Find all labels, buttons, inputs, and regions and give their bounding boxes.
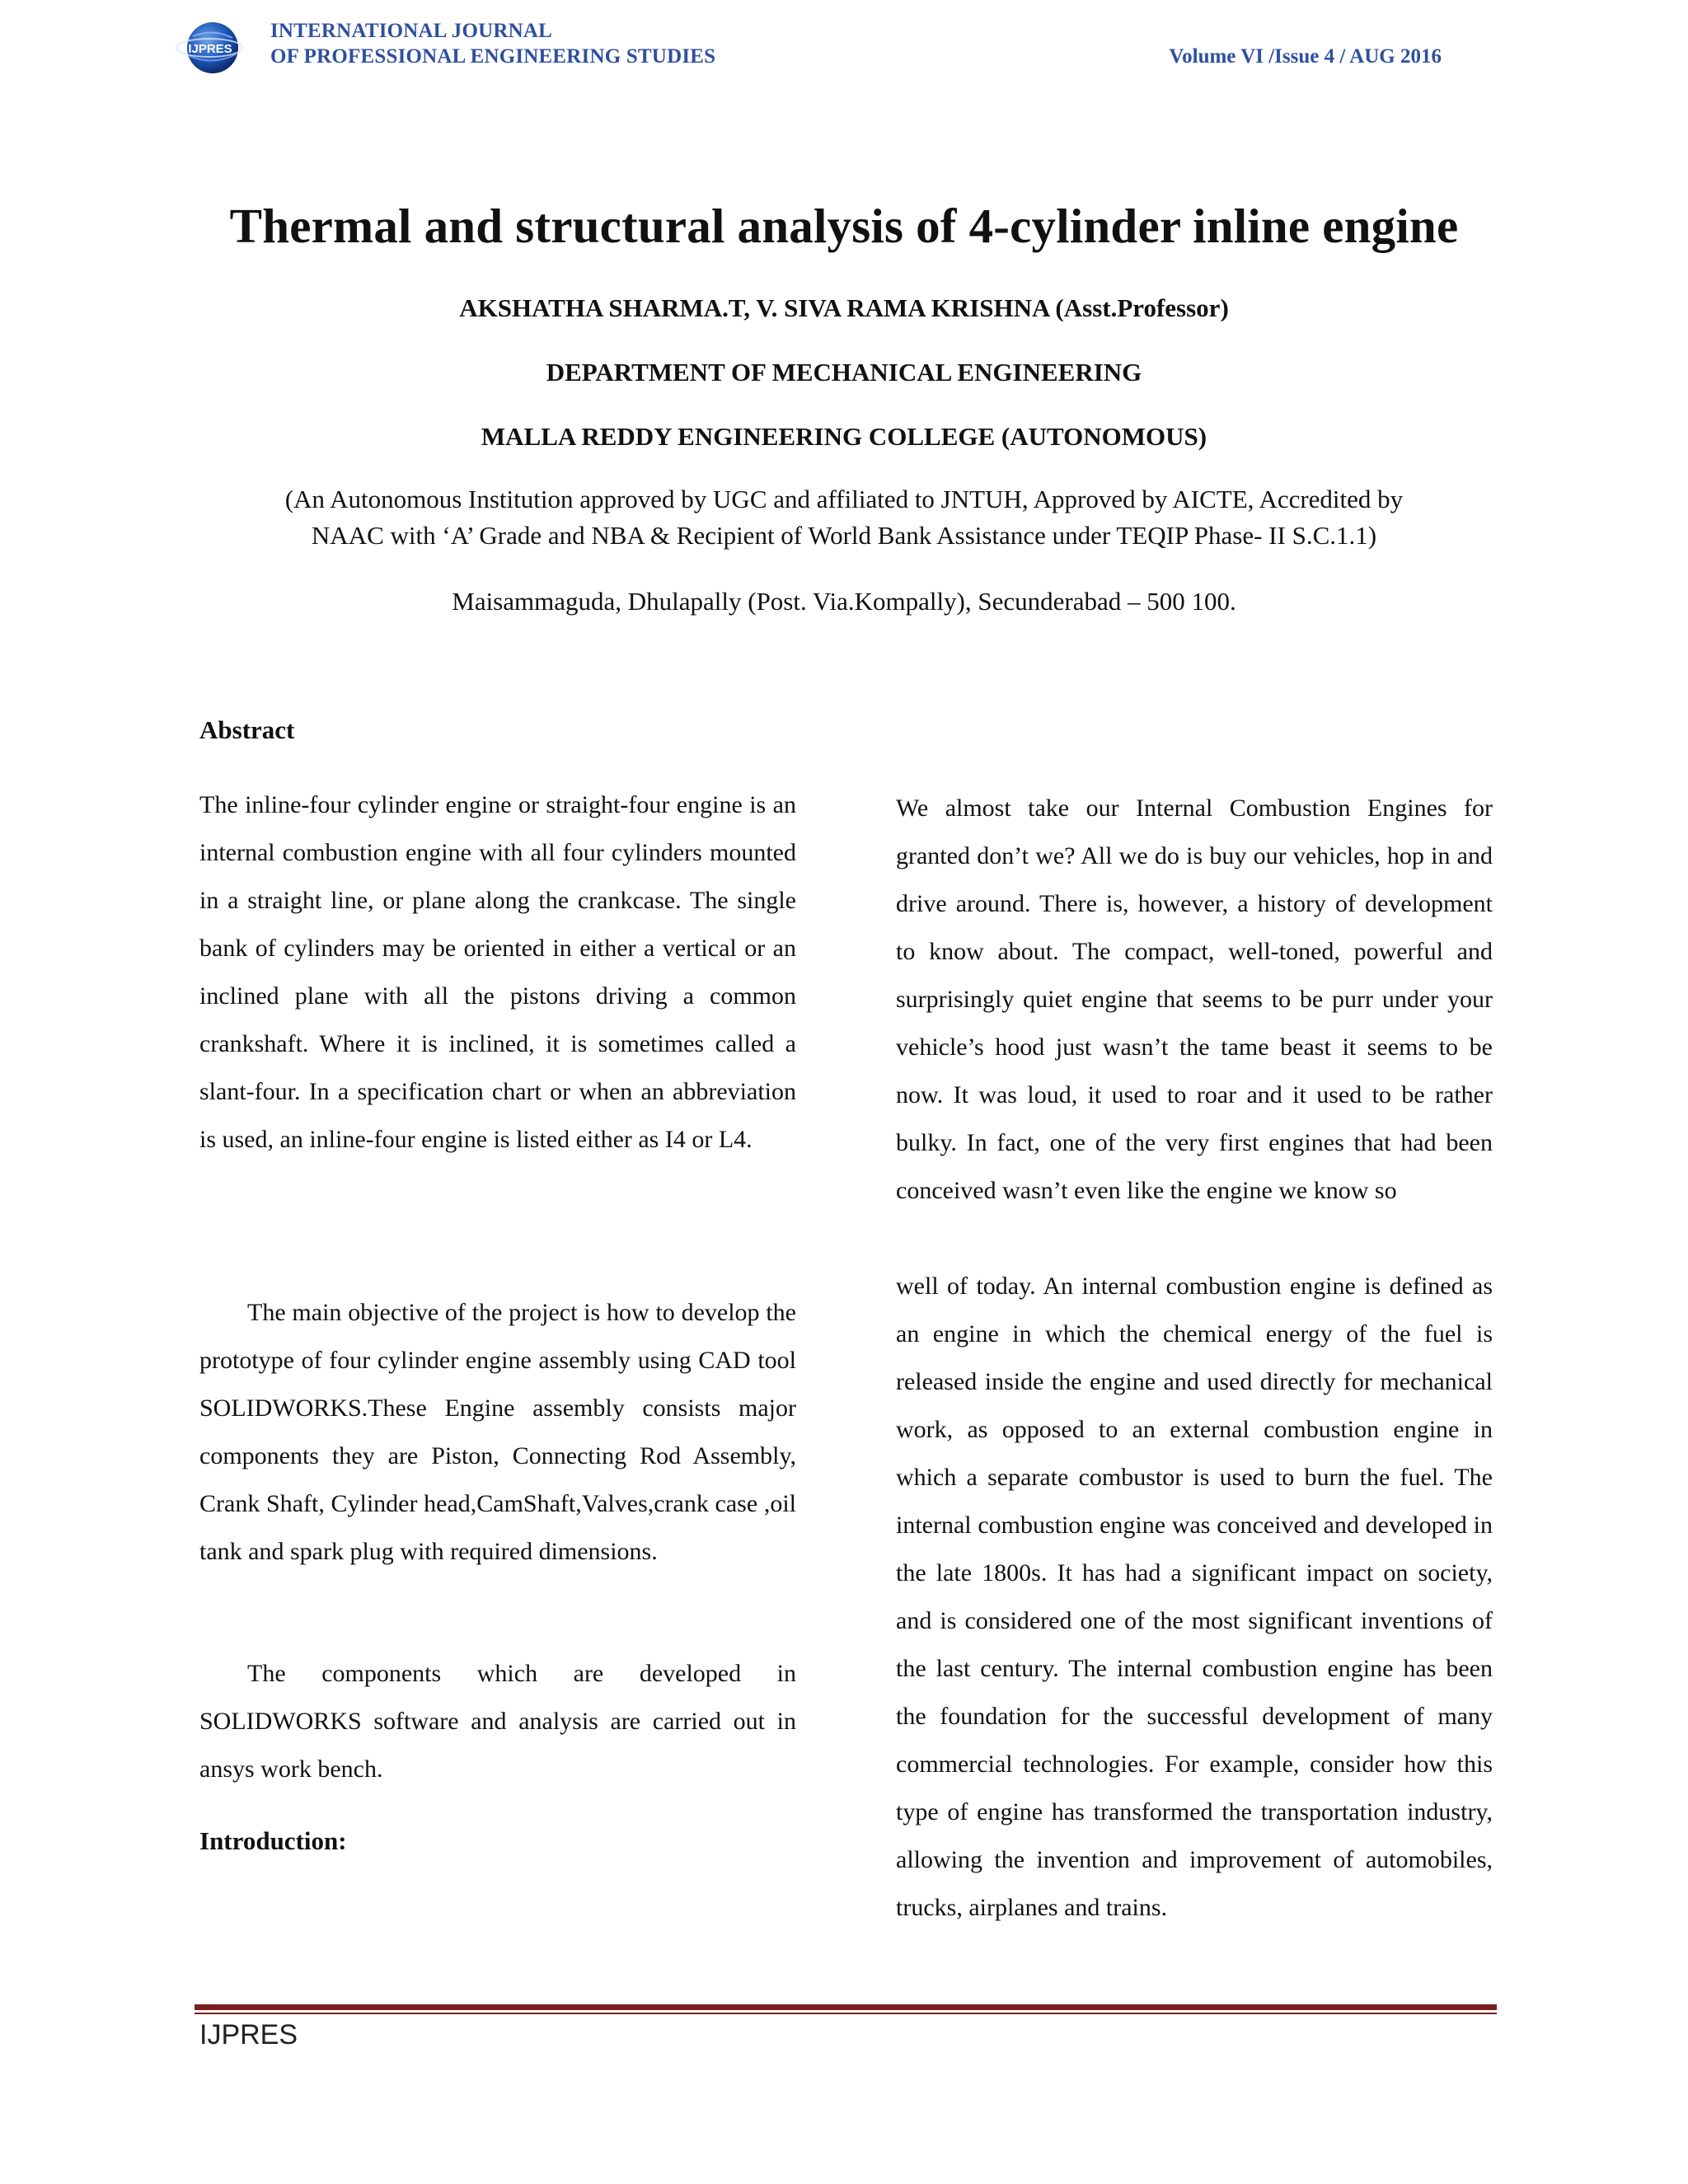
introduction-heading: Introduction: (199, 1826, 347, 1855)
department: DEPARTMENT OF MECHANICAL ENGINEERING (546, 358, 1142, 387)
volume-issue: Volume VI /Issue 4 / AUG 2016 (1169, 45, 1442, 68)
journal-name-line2: OF PROFESSIONAL ENGINEERING STUDIES (270, 45, 716, 68)
introduction-paragraph-1-text: We almost take our Internal Combustion Engines for granted don’t we? All we do is buy our vehicles, hop in and drive around. There is, however, a history of development to know about. The compact, well-toned, powerful and surprisingly quiet engine that seems to be purr under your vehicle’s hood just wasn’t the tame beast it seems to be now. It was loud, it used to roar and it used to be rather bulky. In fact, one of the very first engines that had been conceived wasn’t even like the engine we know so (896, 794, 1493, 1204)
journal-logo (175, 16, 246, 76)
footer-rule-thick (195, 2004, 1497, 2010)
institution-note-line2: NAAC with ‘A’ Grade and NBA & Recipient of World Bank Assistance under TEQIP Phase- II S.C.1.1) (311, 521, 1377, 550)
paper-authors: AKSHATHA SHARMA.T, V. SIVA RAMA KRISHNA (Asst.Professor) (459, 293, 1229, 322)
journal-name-line1: INTERNATIONAL JOURNAL (270, 20, 552, 42)
abstract-paragraph-2 (199, 1289, 796, 1576)
college-name: MALLA REDDY ENGINEERING COLLEGE (AUTONOMOUS) (481, 422, 1207, 451)
svg-text:IJPRES: IJPRES (188, 42, 232, 56)
abstract-heading: Abstract (199, 715, 295, 744)
introduction-paragraph-1 (896, 785, 1493, 1215)
introduction-paragraph-2-text: well of today. An internal combustion engine is defined as an engine in which the chemical energy of the fuel is released inside the engine and used directly for mechanical work, as opposed to an external combustion engine in which a separate combustor is used to burn the fuel. The internal combustion engine was conceived and developed in the late 1800s. It has had a significant impact on society, and is considered one of the most significant inventions of the last century. The internal combustion engine has been the foundation for the successful development of many commercial technologies. For example, consider how this type of engine has transformed the transportation industry, allowing the invention and improvement of automobiles, trucks, airplanes and trains. (896, 1272, 1493, 1921)
globe-logo-icon (175, 16, 246, 76)
paper-title: Thermal and structural analysis of 4-cylinder inline engine (229, 199, 1459, 253)
abstract-paragraph-1-text: The inline-four cylinder engine or straight-four engine is an internal combustion engine with all four cylinders mounted in a straight line, or plane along the crankcase. The single bank of cylinders may be oriented in either a vertical or an inclined plane with all the pistons driving a common crankshaft. Where it is inclined, it is sometimes called a slant-four. In a specification chart or when an abbreviation is used, an inline-four engine is listed either as I4 or L4. (199, 791, 796, 1153)
abstract-paragraph-1 (199, 781, 796, 1164)
abstract-paragraph-2-text: The main objective of the project is how to develop the prototype of four cylinder engine assembly using CAD tool SOLIDWORKS.These Engine assembly consists major components they are Piston, Connecting Rod Assembly, Crank Shaft, Cylinder head,CamShaft,Valves,crank case ,oil tank and spark plug with required dimensions. (199, 1299, 796, 1565)
abstract-paragraph-3 (199, 1650, 796, 1793)
abstract-paragraph-3-text: The components which are developed in SOLIDWORKS software and analysis are carried out in ansys work bench. (199, 1660, 796, 1783)
college-address: Maisammaguda, Dhulapally (Post. Via.Kompally), Secunderabad – 500 100. (452, 587, 1236, 616)
footer-label: IJPRES (199, 2019, 298, 2050)
footer-rule-thin (195, 2013, 1497, 2014)
institution-note-line1: (An Autonomous Institution approved by UGC and affiliated to JNTUH, Approved by AICTE, Accredited by (284, 485, 1404, 513)
introduction-paragraph-2 (896, 1263, 1493, 1932)
